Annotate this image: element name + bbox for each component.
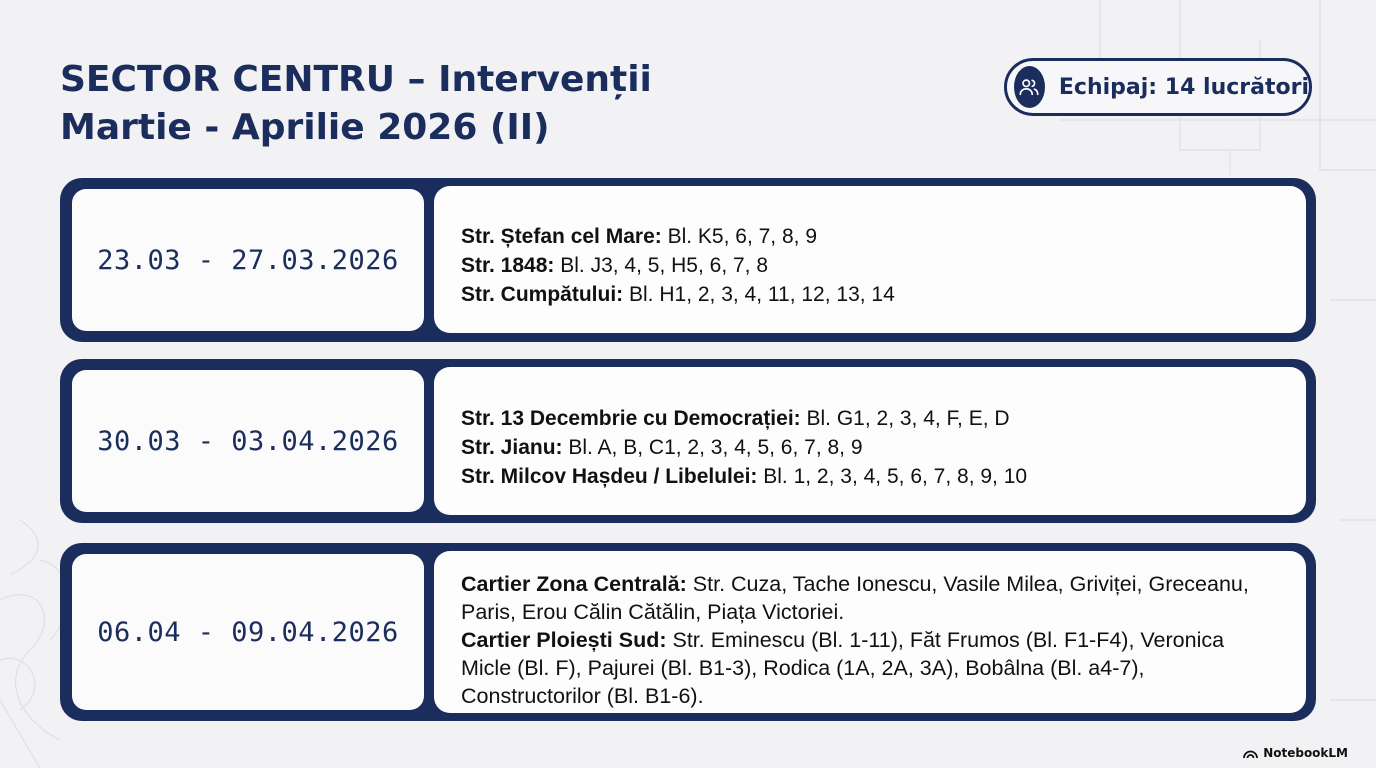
- date-range-box: [72, 370, 424, 512]
- streets-panel: [434, 367, 1306, 515]
- title-line-1: SECTOR CENTRU – Intervenții: [60, 59, 652, 100]
- block-list: Bl. J3, 4, 5, H5, 6, 7, 8: [554, 254, 769, 277]
- street-line: [461, 280, 1282, 309]
- notebooklm-logo-icon: [1243, 748, 1258, 759]
- street-line: [461, 433, 1282, 462]
- street-name: Str. 13 Decembrie cu Democrației:: [461, 407, 801, 430]
- crew-badge: [1004, 58, 1312, 116]
- street-line: [461, 251, 1282, 280]
- date-range: 23.03 - 27.03.2026: [97, 244, 399, 276]
- schedule-card-3: [60, 543, 1316, 721]
- street-name: Str. Cumpătului:: [461, 283, 624, 306]
- street-name: Str. Jianu:: [461, 436, 563, 459]
- date-range-box: [72, 189, 424, 331]
- schedule-card-2: [60, 359, 1316, 523]
- users-icon: [1014, 66, 1045, 108]
- notebooklm-badge: [1243, 746, 1348, 760]
- district-streets: Str. Cuza, Tache Ionescu, Vasile Milea, Griviței, Greceanu, Paris, Erou Călin Cătălin, Piața Victoriei.: [461, 572, 1249, 624]
- street-name: Str. Ștefan cel Mare:: [461, 225, 662, 248]
- district-name: Cartier Zona Centrală:: [461, 572, 687, 596]
- streets-panel: [434, 551, 1306, 713]
- block-list: Bl. H1, 2, 3, 4, 11, 12, 13, 14: [623, 283, 895, 306]
- district-streets: Str. Eminescu (Bl. 1-11), Făt Frumos (Bl. F1-F4), Veronica Micle (Bl. F), Pajurei (Bl. B1-3), Rodica (1A, 2A, 3A), Bobâlna (Bl. a4-7), Constructorilor (Bl. B1-6).: [461, 628, 1225, 708]
- schedule-card-1: [60, 178, 1316, 342]
- street-name: Str. 1848:: [461, 254, 555, 277]
- title-line-2: Martie - Aprilie 2026 (II): [60, 107, 550, 148]
- street-line: [461, 462, 1282, 491]
- street-line: [461, 222, 1282, 251]
- street-line: [461, 404, 1282, 433]
- date-range: 06.04 - 09.04.2026: [97, 616, 399, 648]
- date-range-box: [72, 554, 424, 710]
- page-title: [60, 56, 652, 152]
- district-name: Cartier Ploiești Sud:: [461, 628, 667, 652]
- streets-panel: [434, 186, 1306, 333]
- block-list: Bl. K5, 6, 7, 8, 9: [661, 225, 818, 248]
- district-paragraph: [461, 626, 1266, 710]
- district-paragraph: [461, 570, 1266, 626]
- date-range: 30.03 - 03.04.2026: [97, 425, 399, 457]
- block-list: Bl. 1, 2, 3, 4, 5, 6, 7, 8, 9, 10: [757, 465, 1028, 488]
- block-list: Bl. A, B, C1, 2, 3, 4, 5, 6, 7, 8, 9: [562, 436, 863, 459]
- crew-label: Echipaj: 14 lucrători: [1058, 74, 1309, 100]
- brand-label: NotebookLM: [1263, 746, 1348, 760]
- street-name: Str. Milcov Hașdeu / Libelulei:: [461, 465, 758, 488]
- block-list: Bl. G1, 2, 3, 4, F, E, D: [800, 407, 1010, 430]
